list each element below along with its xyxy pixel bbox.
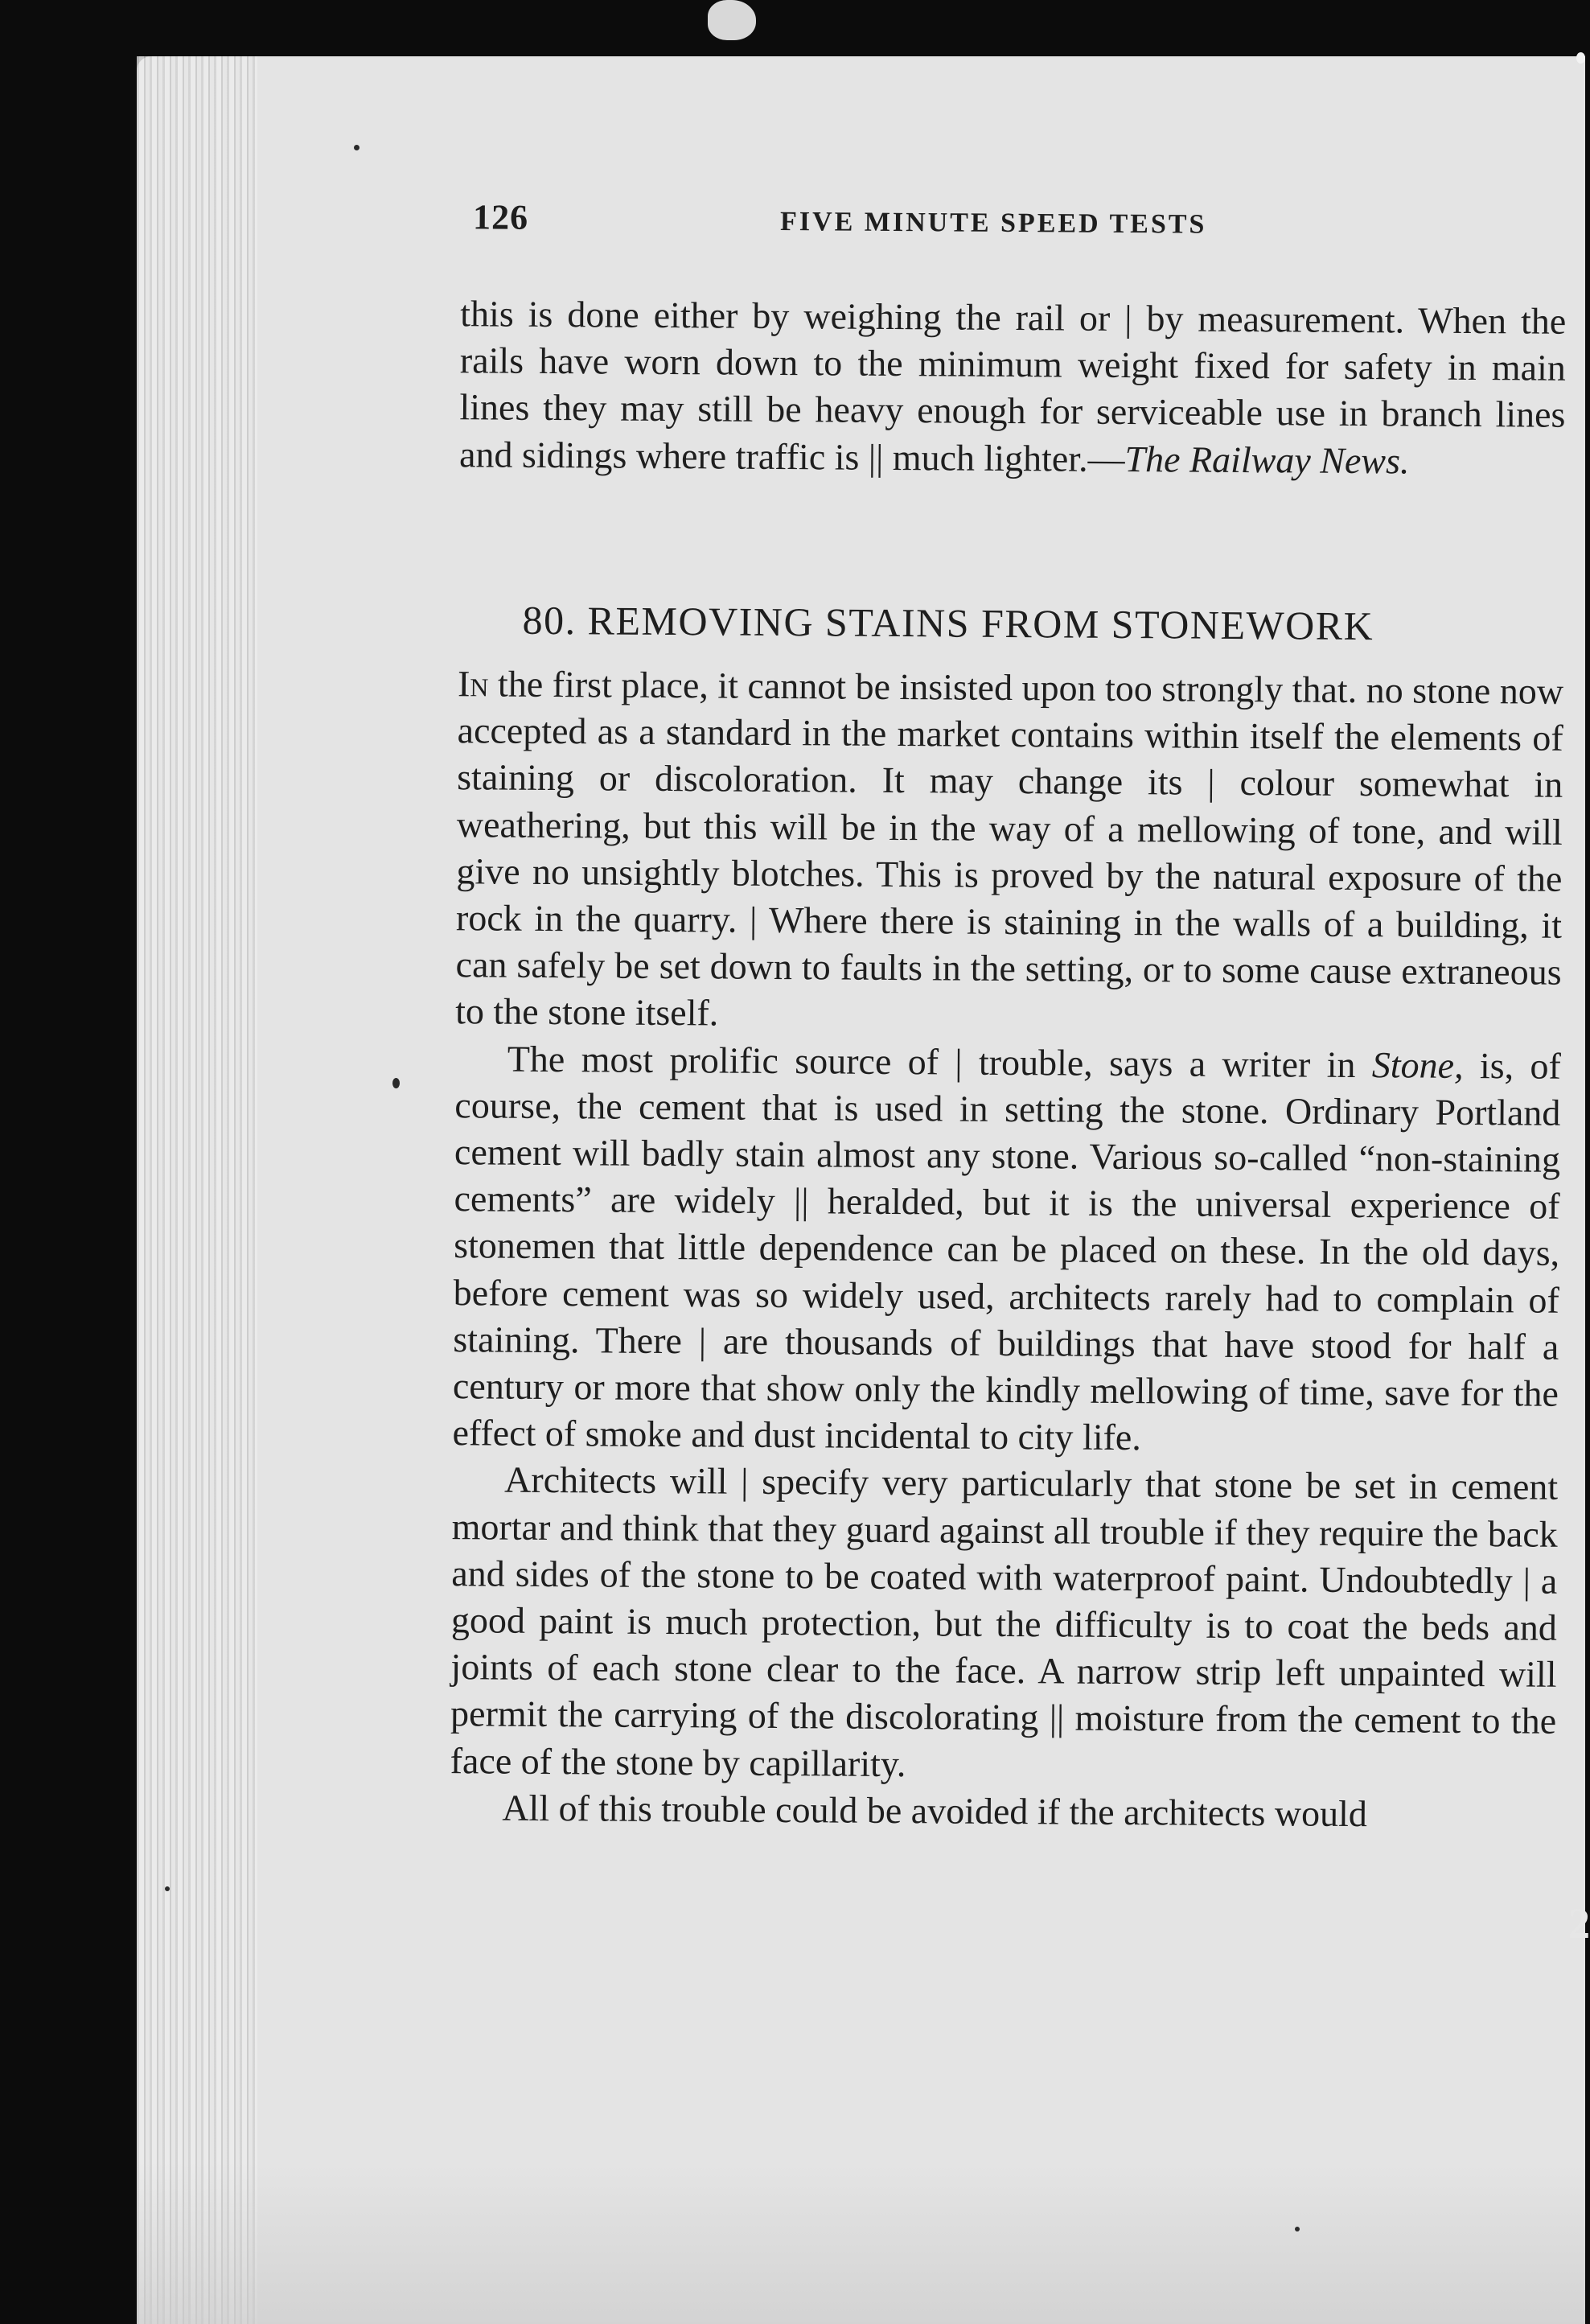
stray-mark xyxy=(165,1886,170,1891)
continuation-text: this is done either by weighing the rail or | by measurement. When the rails have worn down to the minimum weight fixed for safety in main lines they may still be heavy enough for serviceable use in branch lines and sidings where traffic is || much lighter.— xyxy=(458,293,1567,479)
paragraph-2-text-b: is, of course, the cement that is used in setting the stone. Ordinary Portland cement will badly stain almost any stone. Various so-called “non-staining cements” are widely || heralded, but it is the universal experience of stonemen that little dependence can be placed on these. In the old days, before cement was so widely used, architects rarely had to complain of staining. There | are thousands of buildings that have stood for half a century or more that show only the kindly mellowing of time, save for the effect of smoke and dust incidental to city life. xyxy=(452,1044,1561,1458)
paragraph-1 xyxy=(455,660,1563,1043)
running-head xyxy=(320,195,1575,253)
stray-mark xyxy=(392,1078,400,1088)
running-title: FIVE MINUTE SPEED TESTS xyxy=(779,206,1207,240)
paragraph-lead: In xyxy=(457,663,489,705)
page-number: 126 xyxy=(472,197,529,237)
stray-mark xyxy=(354,145,359,150)
continuation-paragraph xyxy=(459,290,1567,485)
page-content xyxy=(322,0,1584,1835)
margin-mark: 2 xyxy=(1568,1899,1590,1948)
paragraph-2 xyxy=(452,1035,1561,1464)
stray-mark xyxy=(1295,2227,1300,2231)
section-body xyxy=(450,660,1563,1839)
paragraph-2-text-a: The most prolific source of | trouble, says a writer in xyxy=(507,1038,1373,1085)
source-citation: The Railway News. xyxy=(1124,438,1410,482)
paragraph-4: All of this trouble could be avoided if the architects would xyxy=(502,1787,1368,1835)
page-edges xyxy=(137,56,257,2324)
section-heading: 80. REMOVING STAINS FROM STONEWORK xyxy=(522,597,1374,649)
page-shadow xyxy=(137,2163,1585,2324)
paragraph-1-text: the first place, it cannot be insisted upon too strongly that. no stone now accepted as a standard in the market contains within itself the elements of staining or discoloration. It may change its | colour somewhat in weathering, but this will be in the way of a mellowing of tone, and will give no unsightly blotches. This is proved by the natural exposure of the rock in the quarry. | Where there is staining in the walls of a building, it can safely be set down to faults in the setting, or to some cause extraneous to the stone itself. xyxy=(455,663,1564,1034)
paragraph-3: Architects will | specify very particularly that stone be set in cement mortar and think that they guard against all trouble if they require the back and sides of the stone to be coated with waterproof paint. Undoubtedly | a good paint is much protection, but the difficulty is to coat the beds and joints of each stone clear to the face. A narrow strip left unpainted will permit the carrying of the discolorating || moisture from the cement to the face of the stone by capillarity. xyxy=(450,1459,1559,1784)
stray-mark xyxy=(1576,52,1585,64)
top-edge-blemish xyxy=(708,0,756,40)
publication-name: Stone, xyxy=(1371,1043,1464,1086)
